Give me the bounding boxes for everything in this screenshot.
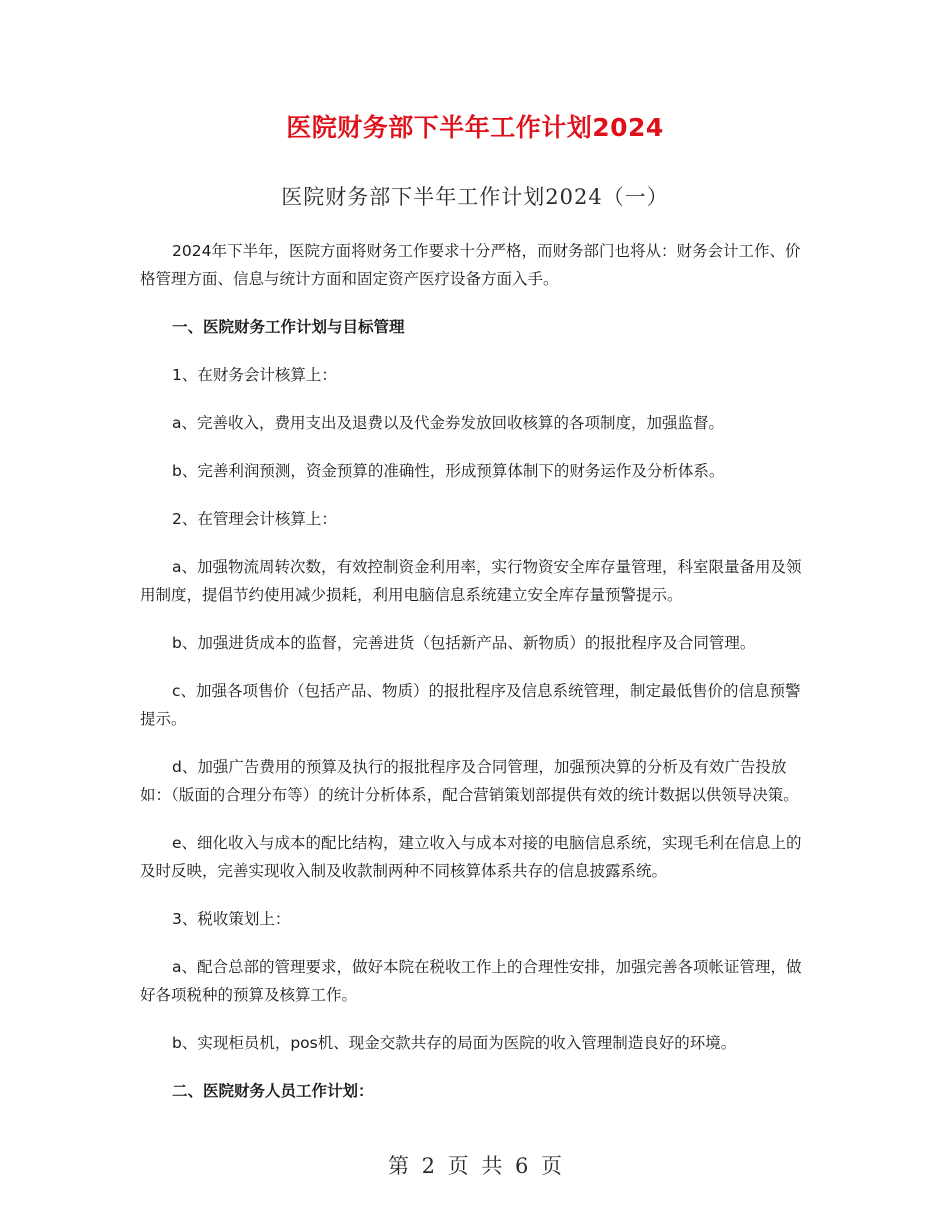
paragraph-spacer	[140, 1009, 810, 1029]
paragraph-spacer	[140, 1057, 810, 1077]
section-heading: 一、医院财务工作计划与目标管理	[172, 318, 405, 336]
paragraph: b、完善利润预测，资金预算的准确性，形成预算体制下的财务运作及分析体系。	[172, 462, 725, 480]
paragraph-spacer	[140, 293, 810, 313]
paragraph: a、配合总部的管理要求，做好本院在税收工作上的合理性安排，加强完善各项帐证管理，做好各项税种的预算及核算工作。	[140, 958, 802, 1004]
paragraph: c、加强各项售价（包括产品、物质）的报批程序及信息系统管理，制定最低售价的信息预警提示。	[140, 682, 801, 728]
paragraph-spacer	[140, 933, 810, 953]
paragraph-spacer	[140, 733, 810, 753]
paragraph: a、完善收入，费用支出及退费以及代金券发放回收核算的各项制度，加强监督。	[172, 414, 725, 432]
page-footer: 第 2 页 共 6 页	[387, 1154, 563, 1178]
paragraph-spacer	[140, 809, 810, 829]
paragraph-spacer	[140, 485, 810, 505]
paragraph: e、细化收入与成本的配比结构，建立收入与成本对接的电脑信息系统，实现毛利在信息上的及时反映，完善实现收入制及收款制两种不同核算体系共存的信息披露系统。	[140, 834, 802, 880]
paragraph-spacer	[140, 341, 810, 361]
paragraph-spacer	[140, 609, 810, 629]
paragraph-spacer	[140, 885, 810, 905]
paragraph: 3、税收策划上：	[172, 910, 291, 928]
document-title: 医院财务部下半年工作计划2024	[286, 113, 664, 142]
paragraph: 2024年下半年，医院方面将财务工作要求十分严格，而财务部门也将从：财务会计工作、价格管理方面、信息与统计方面和固定资产医疗设备方面入手。	[140, 242, 801, 288]
paragraph: 1、在财务会计核算上：	[172, 366, 337, 384]
section-heading: 二、医院财务人员工作计划：	[172, 1082, 374, 1100]
paragraph: b、实现柜员机，pos机、现金交款共存的局面为医院的收入管理制造良好的环境。	[172, 1034, 737, 1052]
document-body	[140, 237, 810, 1105]
paragraph-spacer	[140, 657, 810, 677]
paragraph: b、加强进货成本的监督，完善进货（包括新产品、新物质）的报批程序及合同管理。	[172, 634, 756, 652]
paragraph-spacer	[140, 533, 810, 553]
paragraph: d、加强广告费用的预算及执行的报批程序及合同管理，加强预决算的分析及有效广告投放如：（版面的合理分布等）的统计分析体系，配合营销策划部提供有效的统计数据以供领导决策。	[140, 758, 799, 804]
paragraph-spacer	[140, 389, 810, 409]
paragraph-spacer	[140, 437, 810, 457]
paragraph: a、加强物流周转次数，有效控制资金利用率，实行物资安全库存量管理，科室限量备用及领用制度，提倡节约使用减少损耗，利用电脑信息系统建立安全库存量预警提示。	[140, 558, 802, 604]
paragraph: 2、在管理会计核算上：	[172, 510, 337, 528]
document-subtitle: 医院财务部下半年工作计划2024（一）	[281, 185, 669, 209]
